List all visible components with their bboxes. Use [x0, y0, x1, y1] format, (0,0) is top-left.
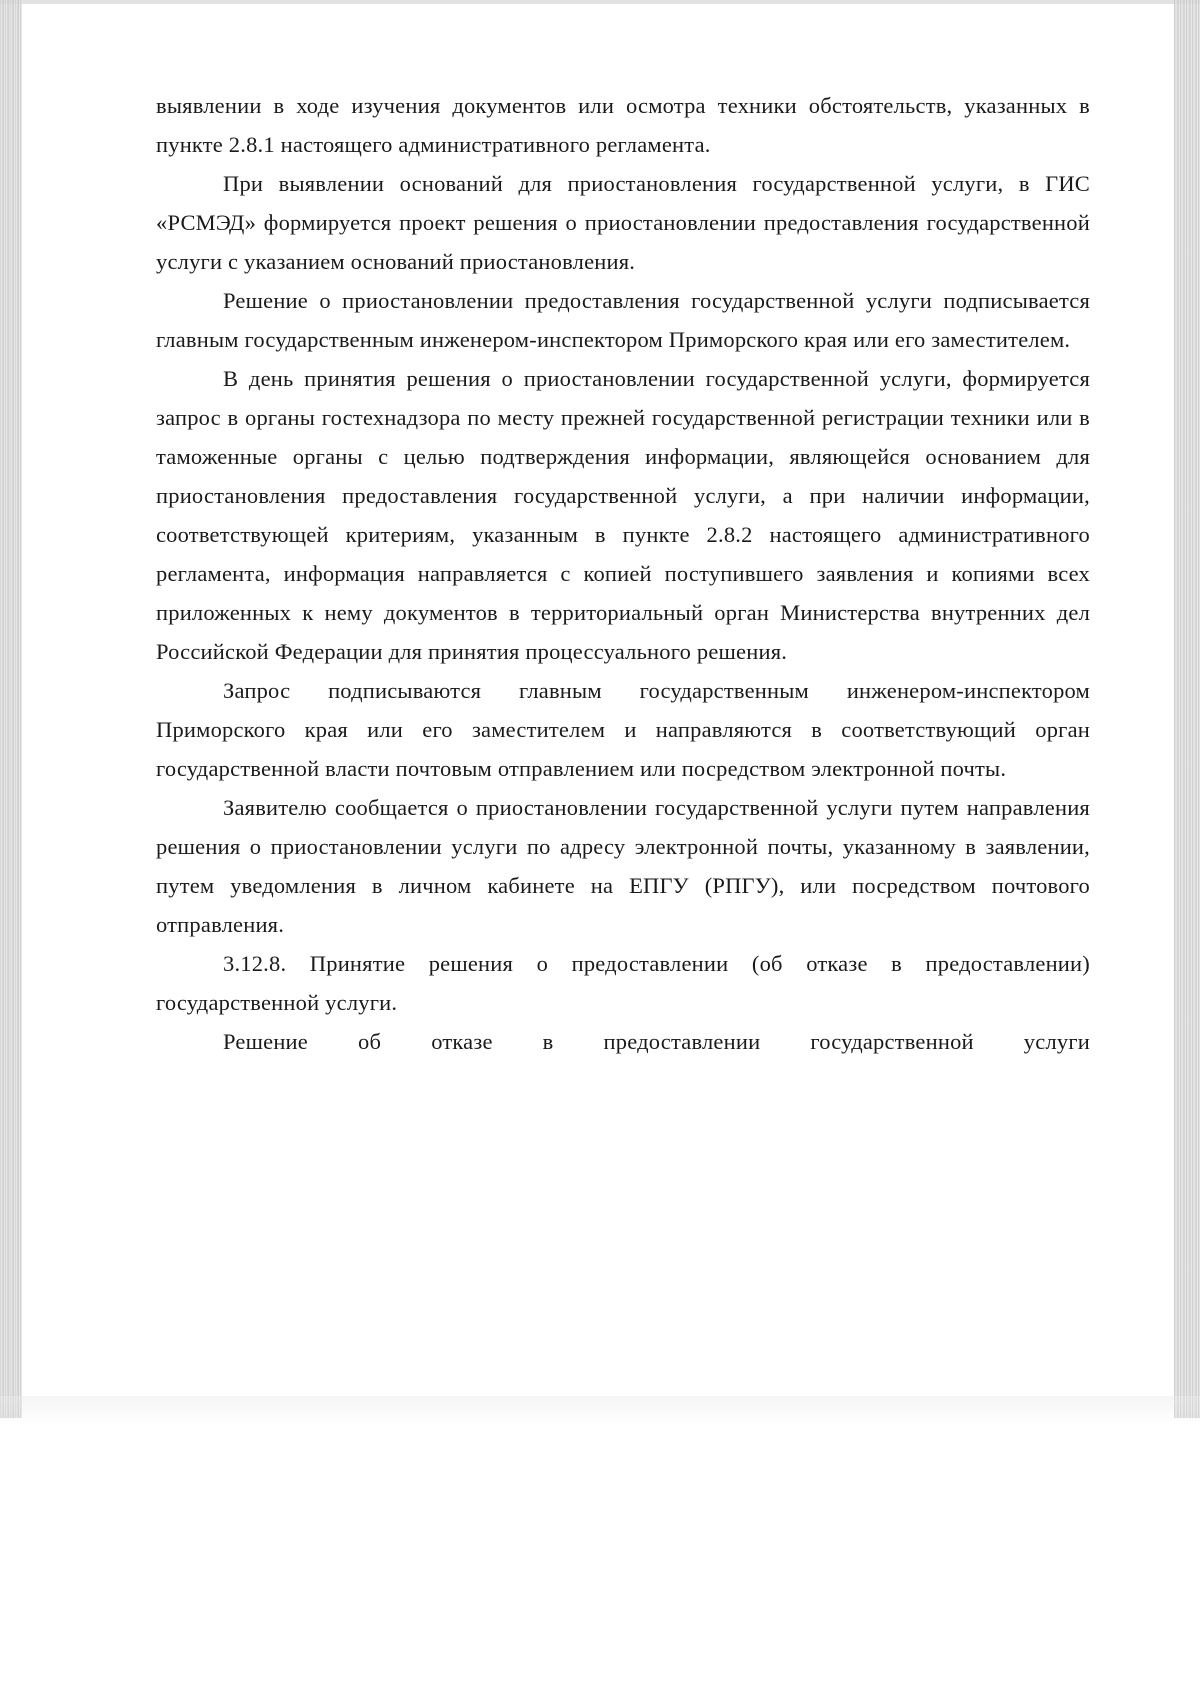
paragraph-suspension-grounds: При выявлении оснований для приостановления государственной услуги, в ГИС «РСМЭД» формируется проект решения о приостановлении предоставления государственной услуги с указанием оснований приостановления. [156, 171, 1090, 274]
paragraph-decision-signing: Решение о приостановлении предоставления государственной услуги подписывается главным государственным инженером-инспектором Приморского края или его заместителем. [156, 288, 1090, 352]
paragraph-refusal-decision: Решение об отказе в предоставлении государственной услуги [223, 1029, 1090, 1054]
paragraph-request-forming: В день принятия решения о приостановлении государственной услуги, формируется запрос в органы гостехнадзора по месту прежней государственной регистрации техники или в таможенные органы с целью подтверждения информации, являющейся основанием для приостановления предоставления государственной услуги, а при наличии информации, соответствующей критериям, указанным в пункте 2.8.2 настоящего административного регламента, информация направляется с копией поступившего заявления и копиями всех приложенных к нему документов в территориальный орган Министерства внутренних дел Российской Федерации для принятия процессуального решения. [156, 366, 1090, 664]
scan-edge-right [1174, 0, 1200, 1418]
document-page [156, 86, 1090, 1061]
paragraph-request-signing: Запрос подписываются главным государственным инженером-инспектором Приморского края или его заместителем и направляются в соответствующий орган государственной власти почтовым отправлением или посредством электронной почты. [156, 678, 1090, 781]
paragraph-applicant-notification: Заявителю сообщается о приостановлении государственной услуги путем направления решения о приостановлении услуги по адресу электронной почты, указанному в заявлении, путем уведомления в личном кабинете на ЕПГУ (РПГУ), или посредством почтового отправления. [156, 795, 1090, 937]
scan-bottom-fade [0, 1396, 1200, 1426]
scan-edge-left [0, 0, 22, 1418]
paragraph-continuation: выявлении в ходе изучения документов или осмотра техники обстоятельств, указанных в пункте 2.8.1 настоящего административного регламента. [156, 93, 1090, 157]
scan-edge-top [0, 0, 1200, 4]
section-heading-3-12-8: 3.12.8. Принятие решения о предоставлении (об отказе в предоставлении) государственной услуги. [156, 951, 1090, 1015]
